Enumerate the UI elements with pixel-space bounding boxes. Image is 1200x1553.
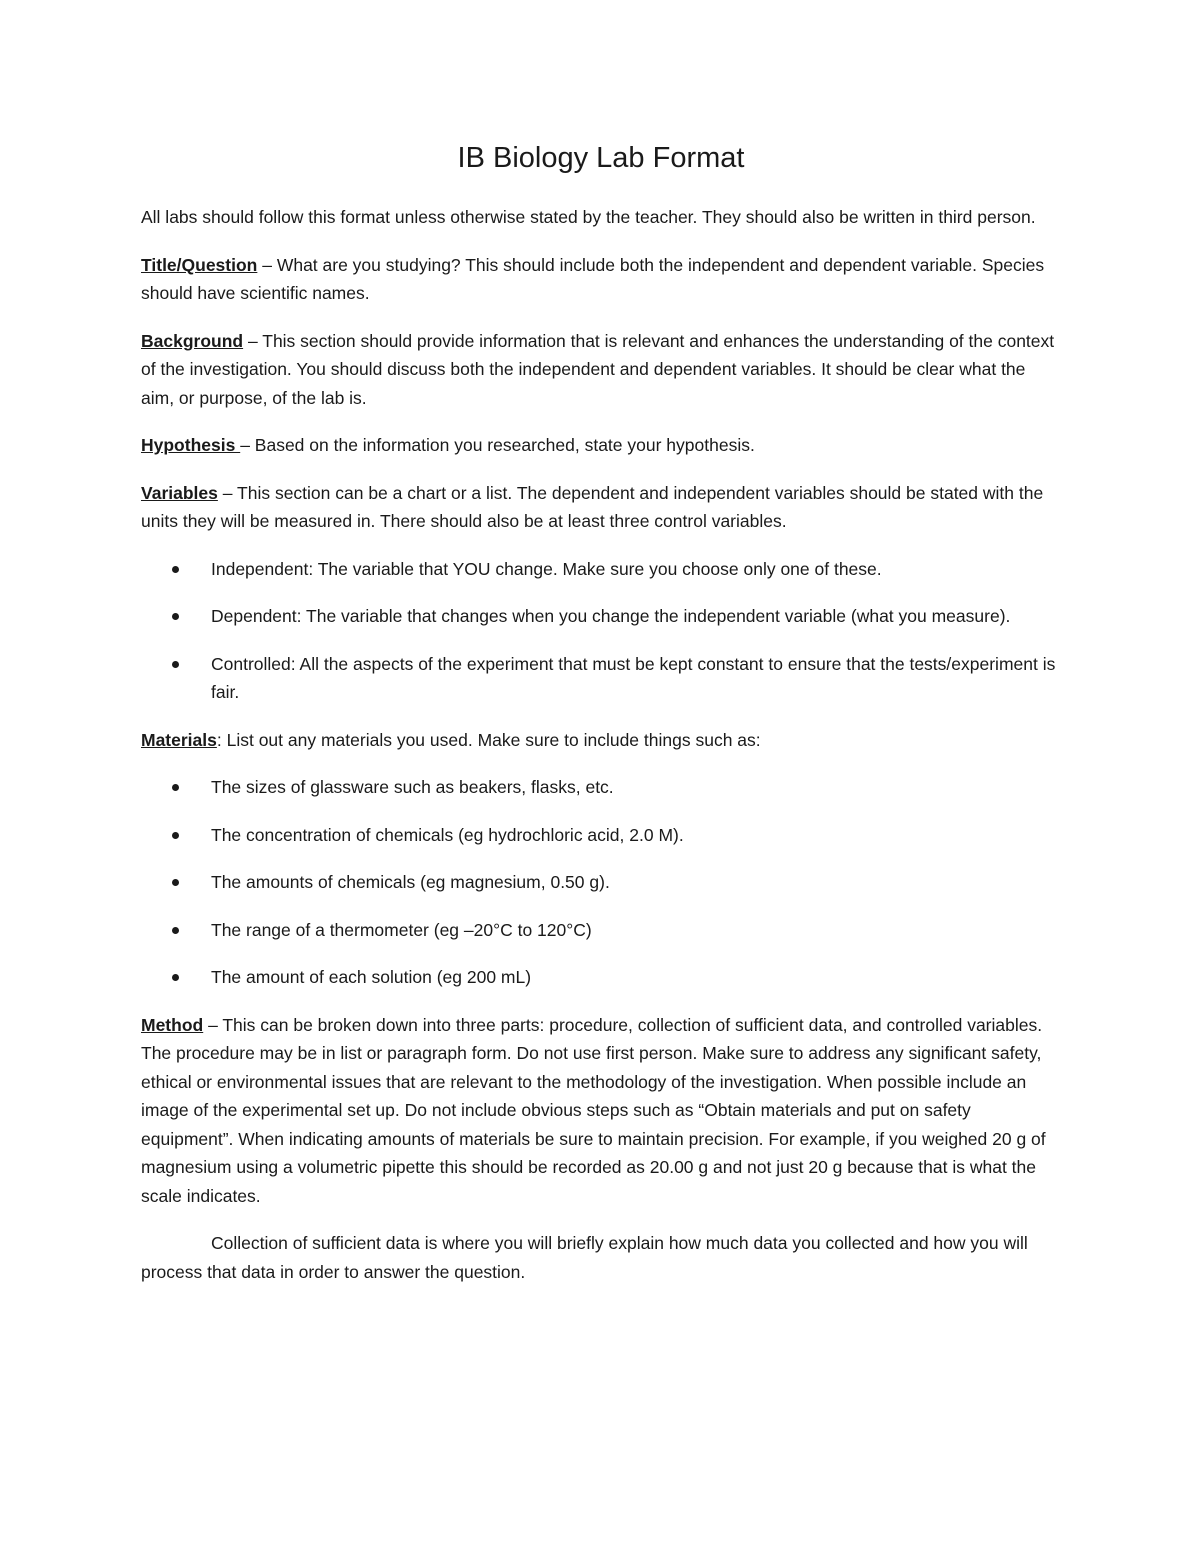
background-section [141,327,1061,413]
materials-heading: Materials [141,729,217,750]
background-heading: Background [141,330,244,351]
bullet-icon [172,879,179,886]
list-item [141,555,1061,584]
bullet-icon [172,784,179,791]
list-item-text: The range of a thermometer (eg –20°C to 120°C) [211,919,592,940]
materials-list [141,773,1061,992]
title-question-heading: Title/Question [141,254,258,275]
method-text: – This can be broken down into three parts: procedure, collection of sufficient data, and controlled variables. The procedure may be in list or paragraph form. Do not use first person. Make sure to address any significant safety, ethical or environmental issues that are relevant to the methodology of the investigation. When possible include an image of the experimental set up. Do not include obvious steps such as “Obtain materials and put on safety equipment”. When indicating amounts of materials be sure to maintain precision. For example, if you weighed 20 g of magnesium using a volumetric pipette this should be recorded as 20.00 g and not just 20 g because that is what the scale indicates. [141,1014,1046,1206]
materials-section [141,726,1061,755]
hypothesis-text: – Based on the information you researched, state your hypothesis. [240,435,755,455]
list-item-text: Independent: The variable that YOU change. Make sure you choose only one of these. [211,558,882,579]
bullet-icon [172,974,179,981]
intro-paragraph: All labs should follow this format unless otherwise stated by the teacher. They should also be written in third person. [141,207,1036,227]
list-item-text: The concentration of chemicals (eg hydrochloric acid, 2.0 M). [211,824,684,845]
list-item-text: The amounts of chemicals (eg magnesium, 0.50 g). [211,872,610,892]
bullet-icon [172,927,179,934]
variables-list [141,555,1061,707]
bullet-icon [172,832,179,839]
title-question-text: – What are you studying? This should include both the independent and dependent variable. Species should have scientific names. [141,254,1045,303]
variables-text: – This section can be a chart or a list. The dependent and independent variables should be stated with the units they will be measured in. There should also be at least three control variables. [141,482,1044,531]
hypothesis-heading: Hypothesis [141,435,241,455]
method-heading: Method [141,1014,204,1035]
list-item-text: Controlled: All the aspects of the experiment that must be kept constant to ensure that the tests/experiment is fair. [211,653,1056,702]
list-item-text: The sizes of glassware such as beakers, flasks, etc. [211,777,614,797]
method-followup-paragraph: Collection of sufficient data is where you will briefly explain how much data you collected and how you will process that data in order to answer the question. [141,1233,1028,1282]
list-item [141,821,1061,850]
list-item [141,773,1061,802]
list-item [141,916,1061,945]
list-item-text: The amount of each solution (eg 200 mL) [211,967,532,987]
method-section [141,1011,1061,1211]
variables-heading: Variables [141,482,218,503]
background-text: – This section should provide information that is relevant and enhances the understanding of the context of the investigation. You should discuss both the independent and dependent variables. It should be clear what the aim, or purpose, of the lab is. [141,330,1055,408]
title-question-section [141,251,1061,308]
list-item [141,868,1061,897]
materials-text: : List out any materials you used. Make sure to include things such as: [216,729,761,750]
variables-section [141,479,1061,536]
list-item-text: Dependent: The variable that changes when you change the independent variable (what you measure). [211,606,1011,626]
list-item [141,963,1061,992]
document-page [141,138,1061,1305]
bullet-icon [172,661,179,668]
bullet-icon [172,566,179,573]
list-item [141,650,1061,707]
list-item [141,602,1061,631]
bullet-icon [172,613,179,620]
hypothesis-section [141,431,1061,460]
page-title: IB Biology Lab Format [457,142,745,174]
